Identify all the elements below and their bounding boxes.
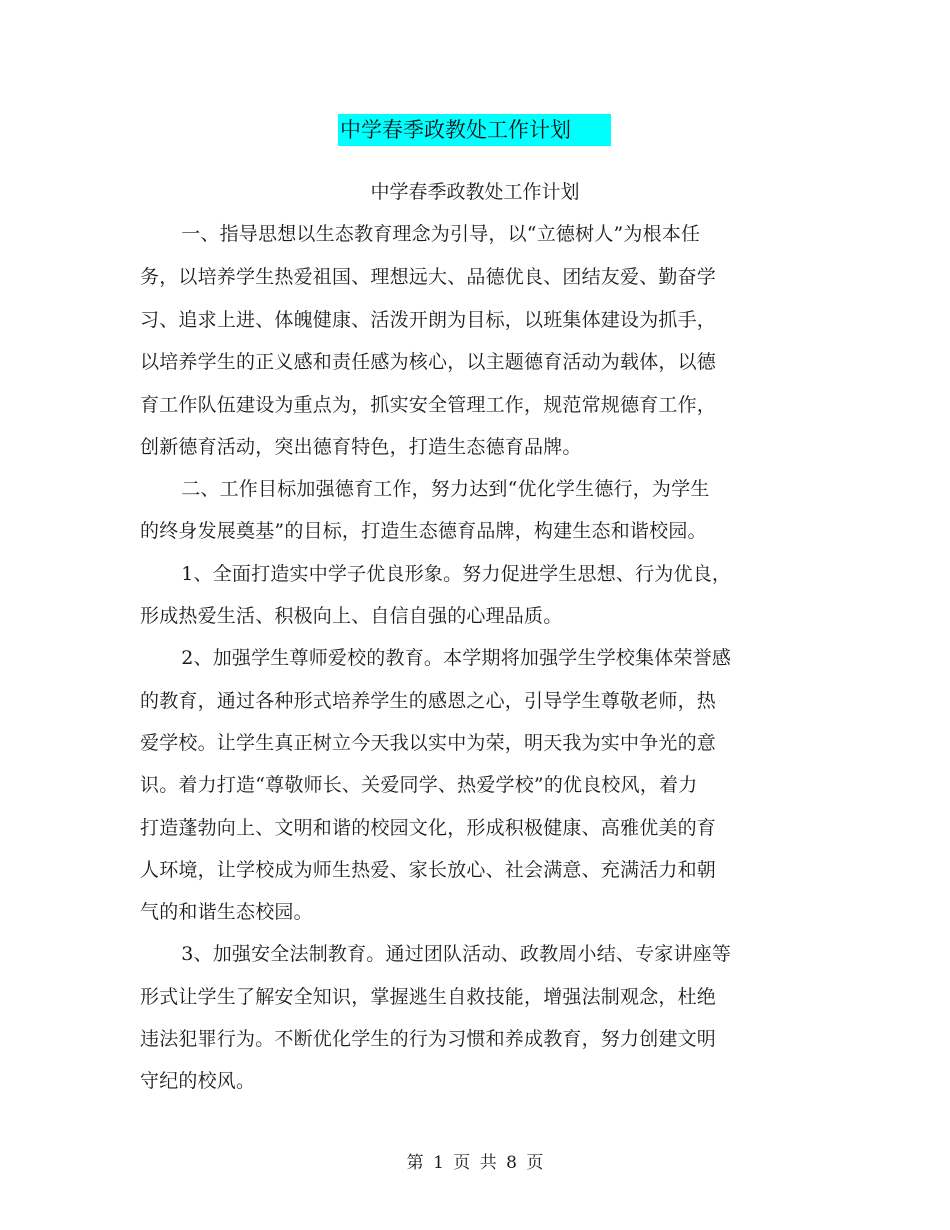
text-line: 人环境，让学校成为师生热爱、家长放心、社会满意、充满活力和朝 xyxy=(140,859,717,881)
text-line: 的终身发展奠基”的目标，打造生态德育品牌，构建生态和谐校园。 xyxy=(140,520,707,542)
text-line: 的教育，通过各种形式培养学生的感恩之心，引导学生尊敬老师，热 xyxy=(140,690,717,712)
text-line: 识。着力打造“尊敬师长、关爱同学、热爱学校”的优良校风，着力 xyxy=(140,774,698,796)
text-line: 守纪的校风。 xyxy=(140,1070,256,1092)
text-line: 一、指导思想以生态教育理念为引导，以“立德树人”为根本任 xyxy=(162,223,701,245)
page-number-footer: 第 1 页 共 8 页 xyxy=(406,1153,544,1173)
text-line: 2、加强学生尊师爱校的教育。本学期将加强学生学校集体荣誉感 xyxy=(162,647,732,669)
text-line: 以培养学生的正义感和责任感为核心，以主题德育活动为载体，以德 xyxy=(140,351,717,373)
text-line: 违法犯罪行为。不断优化学生的行为习惯和养成教育，努力创建文明 xyxy=(140,1028,717,1050)
text-line: 气的和谐生态校园。 xyxy=(140,901,313,923)
text-line: 3、加强安全法制教育。通过团队活动、政教周小结、专家讲座等 xyxy=(162,943,732,965)
text-line: 务，以培养学生热爱祖国、理想远大、品德优良、团结友爱、勤奋学 xyxy=(140,266,717,288)
text-line: 爱学校。让学生真正树立今天我以实中为荣，明天我为实中争光的意 xyxy=(140,732,717,754)
text-line: 形成热爱生活、积极向上、自信自强的心理品质。 xyxy=(140,605,563,627)
page-title: 中学春季政教处工作计划 xyxy=(370,181,580,203)
text-line: 1、全面打造实中学子优良形象。努力促进学生思想、行为优良， xyxy=(162,563,732,585)
text-line: 打造蓬勃向上、文明和谐的校园文化，形成积极健康、高雅优美的育 xyxy=(140,817,717,839)
text-line: 形式让学生了解安全知识，掌握逃生自救技能，增强法制观念，杜绝 xyxy=(140,986,717,1008)
text-line: 二、工作目标加强德育工作，努力达到“优化学生德行，为学生 xyxy=(162,478,710,500)
text-line: 创新德育活动，突出德育特色，打造生态德育品牌。 xyxy=(140,436,582,458)
text-line: 习、追求上进、体魄健康、活泼开朗为目标，以班集体建设为抓手， xyxy=(140,309,717,331)
text-line: 育工作队伍建设为重点为，抓实安全管理工作，规范常规德育工作， xyxy=(140,394,717,416)
highlighted-title: 中学春季政教处工作计划 xyxy=(338,114,611,146)
